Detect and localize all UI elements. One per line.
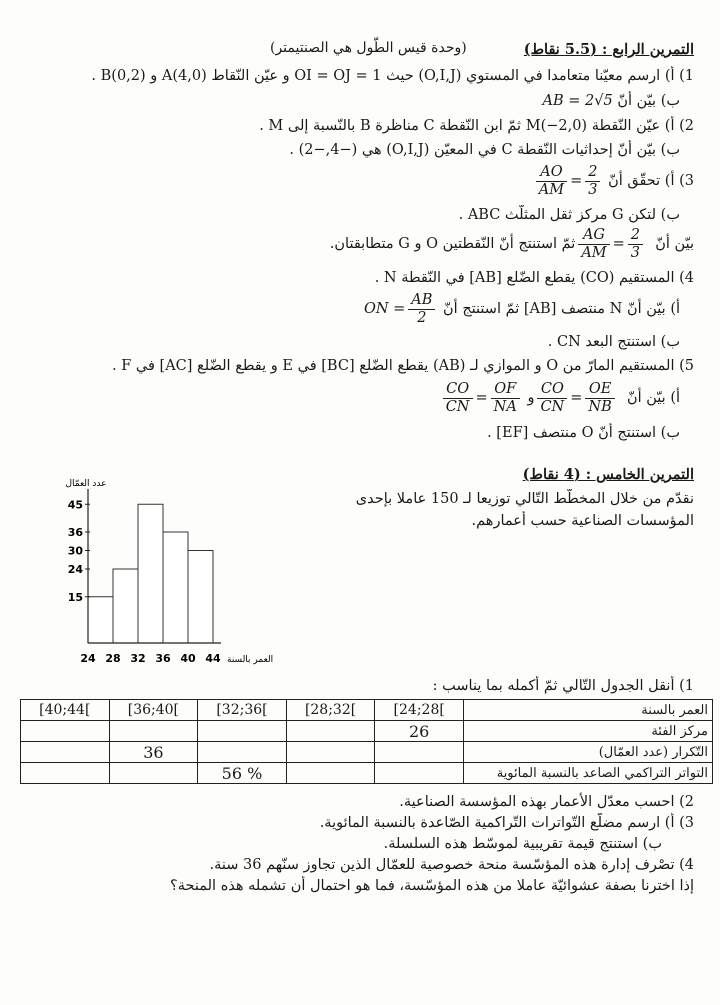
- table-row-label: التّكرار (عدد العمّال): [464, 742, 713, 763]
- row-counts: [21, 742, 713, 763]
- table-cell: [286, 721, 375, 742]
- ex4-q4: 4) المستقيم (CO) يقطع الضّلع [AB] في النّقطة N .: [374, 270, 694, 286]
- ex4-q3c-frac-left: $\frac{AG}{AM}$: [578, 227, 609, 262]
- table-cell: 36: [109, 742, 198, 763]
- y-tick-label: 30: [67, 544, 83, 558]
- x-tick-label: 28: [105, 652, 121, 665]
- ex4-title: التمرين الرابع : (5.5 نقاط): [523, 41, 694, 58]
- ex5-title: التمرين الخامس : (4 نقاط): [522, 466, 694, 483]
- x-tick-label: 44: [205, 652, 221, 665]
- ex4-q4a-frac: $\frac{AB}{2}$: [408, 292, 435, 327]
- ex5-q2: 2) احسب معدّل الأعمار بهذه المؤسسة الصناعية.: [399, 794, 694, 810]
- ex5-q4b: إذا اخترنا بصفة عشوائيّة عاملا من هذه المؤسّسة، فما هو احتمال أن تشمله هذه المنحة؟: [170, 878, 694, 894]
- ex4-q5a-text: أ) بيّن أنّ: [626, 390, 680, 406]
- histogram-x-label: العمر بالسنة: [227, 655, 274, 665]
- ex4-unit-note: (وحدة قيس الطّول هي الصنتيمتر): [270, 40, 467, 56]
- ex4-q3a-equation: $\frac{AO}{AM}$ = $\frac{2}{3}$: [533, 173, 604, 189]
- row-cumulative-frequency: [21, 763, 713, 784]
- ex4-q2: 2) أ) عيّن النّقطة M(−2,0) ثمّ ابن النّقطة C مناظرة B بالنّسبة إلى M .: [259, 118, 694, 134]
- x-tick-label: 36: [155, 652, 171, 665]
- ex4-q2b: ب) بيّن أنّ إحداثيات النّقطة C في المعيّن (O,I,J) هي (−4,−2) .: [289, 142, 680, 158]
- ex4-q5a-and: و: [527, 390, 535, 406]
- ex4-q5: 5) المستقيم المارّ من O و الموازي لـ (AB) يقطع الضّلع [BC] في E و يقطع الضّلع [AC] في F .: [112, 358, 694, 374]
- y-tick-label: 36: [67, 526, 83, 539]
- ex5-title-line: [330, 465, 694, 485]
- ex4-q4a: [20, 290, 680, 330]
- frequency-table: [20, 699, 713, 784]
- table-cell: [286, 763, 375, 784]
- table-cell: [32;36[: [198, 700, 287, 721]
- table-cell: [21, 763, 110, 784]
- table-cell: [40;44[: [21, 700, 110, 721]
- ex4-q5a: [20, 379, 680, 419]
- ex5-q4a: 4) تصْرف إدارة هذه المؤسّسة منحة خصوصية للعمّال الذين تجاوز سنّهم 36 سنة.: [209, 857, 694, 873]
- table-cell: 56 %: [198, 763, 287, 784]
- histogram-y-label: عدد العمّال: [65, 479, 107, 489]
- table-cell: [109, 721, 198, 742]
- ex5-q1: 1) أنقل الجدول التّالي ثمّ أكمله بما يناسب :: [432, 678, 694, 694]
- ex5-q3b: ب) استنتج قيمة تقريبية لموسّط هذه السلسلة.: [383, 836, 662, 852]
- ex4-q3c-text2: ثمّ استنتج أنّ النّقطتين O و G متطابقتان.: [329, 236, 576, 252]
- y-tick-label: 15: [67, 590, 83, 604]
- ex4-q3a-frac-left: $\frac{AO}{AM}$: [536, 164, 567, 199]
- x-tick-label: 24: [80, 652, 96, 665]
- ex5-intro-1: نقدّم من خلال المخطّط التّالي توزيعا لـ 150 عاملا بإحدى: [355, 491, 694, 507]
- ex4-q3c-text1: بيّن أنّ: [655, 236, 694, 252]
- table-cell: [286, 742, 375, 763]
- histogram-bar: [138, 504, 163, 643]
- ex4-q3c-equation: $\frac{AG}{AM}$ = $\frac{2}{3}$: [575, 236, 650, 252]
- histogram-bar: [188, 551, 213, 644]
- table-cell: [198, 721, 287, 742]
- row-class-centers: [21, 721, 713, 742]
- table-cell: [375, 763, 464, 784]
- histogram-bar: [88, 597, 113, 643]
- ex4-q5a-equation-2: $\frac{CO}{CN}$ = $\frac{OE}{NB}$: [534, 390, 622, 406]
- table-cell: [24;28[: [375, 700, 464, 721]
- ex4-q4a-text: أ) بيّن أنّ N منتصف [AB] ثمّ استنتج أنّ: [443, 301, 680, 317]
- ex4-q1b-text: ب) بيّن أنّ: [617, 93, 680, 109]
- histogram-bar: [163, 532, 188, 643]
- ex4-q4b: ب) استنتج البعد CN .: [547, 334, 680, 350]
- histogram-bar: [113, 569, 138, 643]
- ex4-q3a-text: 3) أ) تحقّق أنّ: [608, 173, 694, 189]
- ex4-q1b-formula: AB = 2√5: [542, 93, 613, 109]
- table-row-label: العمر بالسنة: [464, 700, 713, 721]
- ex5-q3a: 3) أ) ارسم مضلّع التّواترات التّراكمية الصّاعدة بالنسبة المائوية.: [319, 815, 694, 831]
- ex4-q5b: ب) استنتج أنّ O منتصف [EF] .: [487, 425, 680, 441]
- ex4-q3a-frac-right: $\frac{2}{3}$: [585, 164, 600, 199]
- ex4-q3c-frac-right: $\frac{2}{3}$: [628, 227, 643, 262]
- table-cell: [21, 721, 110, 742]
- ex4-q5a-equation-1: $\frac{CO}{CN}$ = $\frac{OF}{NA}$: [440, 390, 523, 406]
- ex4-q3c: [20, 225, 694, 265]
- ex4-q1b: [20, 91, 680, 111]
- ex4-q4a-equation: ON = $\frac{AB}{2}$: [364, 301, 438, 317]
- y-tick-label: 45: [67, 498, 83, 512]
- row-age-classes: [21, 700, 713, 721]
- table-row-label: مركز الفئة: [464, 721, 713, 742]
- ex4-q3a: [20, 162, 694, 202]
- table-cell: [28;32[: [286, 700, 375, 721]
- table-cell: [36;40[: [109, 700, 198, 721]
- table-cell: [375, 742, 464, 763]
- ex4-q1: 1) أ) ارسم معيّنا متعامدا في المستوي (O,I,J) حيث OI = OJ = 1 و عيّن النّقاط A(4,0) و B(0,2) .: [91, 68, 694, 84]
- age-histogram: [60, 475, 295, 670]
- x-tick-label: 32: [130, 652, 146, 665]
- x-tick-label: 40: [180, 652, 196, 665]
- table-cell: [198, 742, 287, 763]
- y-tick-label: 24: [67, 563, 83, 576]
- table-row-label: التواتر التراكمي الصاعد بالنسبة المائوية: [464, 763, 713, 784]
- table-cell: [21, 742, 110, 763]
- ex5-intro-2: المؤسسات الصناعية حسب أعمارهم.: [471, 513, 694, 529]
- ex4-q3b: ب) لتكن G مركز ثقل المثلّث ABC .: [458, 207, 680, 223]
- table-cell: [109, 763, 198, 784]
- table-cell: 26: [375, 721, 464, 742]
